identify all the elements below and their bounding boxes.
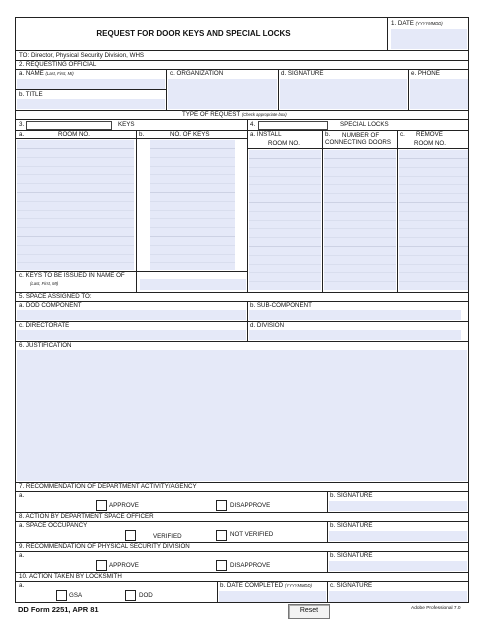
division-field[interactable] <box>249 330 461 340</box>
space-assigned-label: 5. SPACE ASSIGNED TO: <box>19 293 92 300</box>
connecting-header-1: NUMBER OF <box>342 132 380 139</box>
s8-signature-field[interactable] <box>329 531 467 541</box>
verified-label: VERIFIED <box>153 533 182 540</box>
dod-checkbox[interactable] <box>125 590 136 601</box>
form-number: DD Form 2251, APR 81 <box>18 605 99 614</box>
directorate-field[interactable] <box>17 330 246 340</box>
s7-signature-field[interactable] <box>329 501 467 511</box>
item-3-number: 3. <box>19 121 25 128</box>
verified-checkbox[interactable] <box>125 530 136 541</box>
s9-signature-label: b. SIGNATURE <box>330 552 373 559</box>
type-of-request-label: TYPE OF REQUEST (Check appropriate box) <box>182 111 287 118</box>
s9-approve-checkbox[interactable] <box>96 560 107 571</box>
sub-component-label: b. SUB-COMPONENT <box>250 302 312 309</box>
s10-signature-field[interactable] <box>329 591 467 602</box>
connecting-doors-column[interactable] <box>324 150 396 290</box>
phone-field[interactable] <box>410 79 468 109</box>
sub-component-field[interactable] <box>249 310 461 320</box>
not-verified-label: NOT VERIFIED <box>230 531 274 538</box>
dod-label: DOD <box>139 592 153 599</box>
s8-signature-label: b. SIGNATURE <box>330 522 373 529</box>
date-completed-field[interactable] <box>219 591 326 602</box>
install-room-header: ROOM NO. <box>268 140 300 147</box>
title-field[interactable] <box>17 99 165 109</box>
keys-label: KEYS <box>118 121 135 128</box>
s7-disapprove-label: DISAPPROVE <box>230 502 271 509</box>
keys-issued-hint: (Last, First, MI) <box>30 281 59 286</box>
requesting-official-label: 2. REQUESTING OFFICIAL <box>19 61 97 68</box>
remove-room-column[interactable] <box>399 150 468 290</box>
s9-disapprove-label: DISAPPROVE <box>230 562 271 569</box>
dod-component-field[interactable] <box>17 310 246 320</box>
organization-label: c. ORGANIZATION <box>170 70 224 77</box>
s7-a-label: a. <box>19 492 25 499</box>
s9-signature-field[interactable] <box>329 561 467 571</box>
keys-request-field[interactable] <box>138 121 244 130</box>
to-line: TO: Director, Physical Security Division, WHS <box>19 52 145 59</box>
s7-approve-label: APPROVE <box>109 502 139 509</box>
special-locks-checkbox-field[interactable] <box>258 121 328 130</box>
no-of-keys-column[interactable] <box>150 140 235 270</box>
name-field[interactable] <box>17 79 165 89</box>
division-label: d. DIVISION <box>250 322 285 329</box>
room-no-header: ROOM NO. <box>58 131 90 138</box>
s7-disapprove-checkbox[interactable] <box>216 500 227 511</box>
connecting-header-2: CONNECTING DOORS <box>325 139 392 146</box>
room-a-label: a. <box>19 131 25 138</box>
gsa-checkbox[interactable] <box>56 590 67 601</box>
install-header: a. INSTALL <box>250 131 282 138</box>
special-locks-label: SPECIAL LOCKS <box>340 121 389 128</box>
reset-button[interactable]: Reset <box>288 604 330 619</box>
not-verified-checkbox[interactable] <box>216 530 227 541</box>
s7-approve-checkbox[interactable] <box>96 500 107 511</box>
justification-field[interactable] <box>17 350 467 481</box>
name-label: a. NAME (Last, First, MI) <box>19 70 74 77</box>
locksmith-label: 10. ACTION TAKEN BY LOCKSMITH <box>19 573 122 580</box>
remove-header-1: REMOVE <box>416 131 443 138</box>
s10-signature-label: c. SIGNATURE <box>330 582 373 589</box>
signature-field[interactable] <box>280 79 407 109</box>
remove-c-label: c. <box>400 131 405 138</box>
title-label: b. TITLE <box>19 91 43 98</box>
install-room-column[interactable] <box>249 150 321 290</box>
item-4-number: 4. <box>250 121 256 128</box>
signature-label: d. SIGNATURE <box>281 70 324 77</box>
room-no-column[interactable] <box>17 140 134 270</box>
keys-issued-label: c. KEYS TO BE ISSUED IN NAME OF <box>19 272 125 279</box>
s10-a-label: a. <box>19 582 25 589</box>
date-field[interactable] <box>391 29 467 49</box>
justification-label: 6. JUSTIFICATION <box>19 342 72 349</box>
s9-approve-label: APPROVE <box>109 562 139 569</box>
s9-a-label: a. <box>19 552 25 559</box>
organization-field[interactable] <box>168 79 277 109</box>
gsa-label: GSA <box>69 592 83 599</box>
connecting-b-label: b. <box>325 131 331 138</box>
phone-label: e. PHONE <box>411 70 440 77</box>
s9-disapprove-checkbox[interactable] <box>216 560 227 571</box>
space-officer-label: 8. ACTION BY DEPARTMENT SPACE OFFICER <box>19 513 154 520</box>
directorate-label: c. DIRECTORATE <box>19 322 70 329</box>
date-label: 1. DATE (YYYYMMDD) <box>391 20 443 27</box>
keys-issued-field[interactable] <box>140 279 246 290</box>
recommendation-dept-label: 7. RECOMMENDATION OF DEPARTMENT ACTIVITY/AGENCY <box>19 483 197 490</box>
space-occupancy-label: a. SPACE OCCUPANCY <box>19 522 88 529</box>
remove-header-2: ROOM NO. <box>414 140 446 147</box>
keys-checkbox-field[interactable] <box>26 121 112 130</box>
date-completed-label: b. DATE COMPLETED (YYYYMMDD) <box>220 582 312 589</box>
s7-signature-label: b. SIGNATURE <box>330 492 373 499</box>
adobe-version: Adobe Professional 7.0 <box>411 606 461 611</box>
physical-security-label: 9. RECOMMENDATION OF PHYSICAL SECURITY DIVISION <box>19 543 190 550</box>
keys-b-label: b. <box>139 131 145 138</box>
dod-component-label: a. DOD COMPONENT <box>19 302 82 309</box>
form-title: REQUEST FOR DOOR KEYS AND SPECIAL LOCKS <box>96 29 291 38</box>
no-of-keys-header: NO. OF KEYS <box>170 131 210 138</box>
